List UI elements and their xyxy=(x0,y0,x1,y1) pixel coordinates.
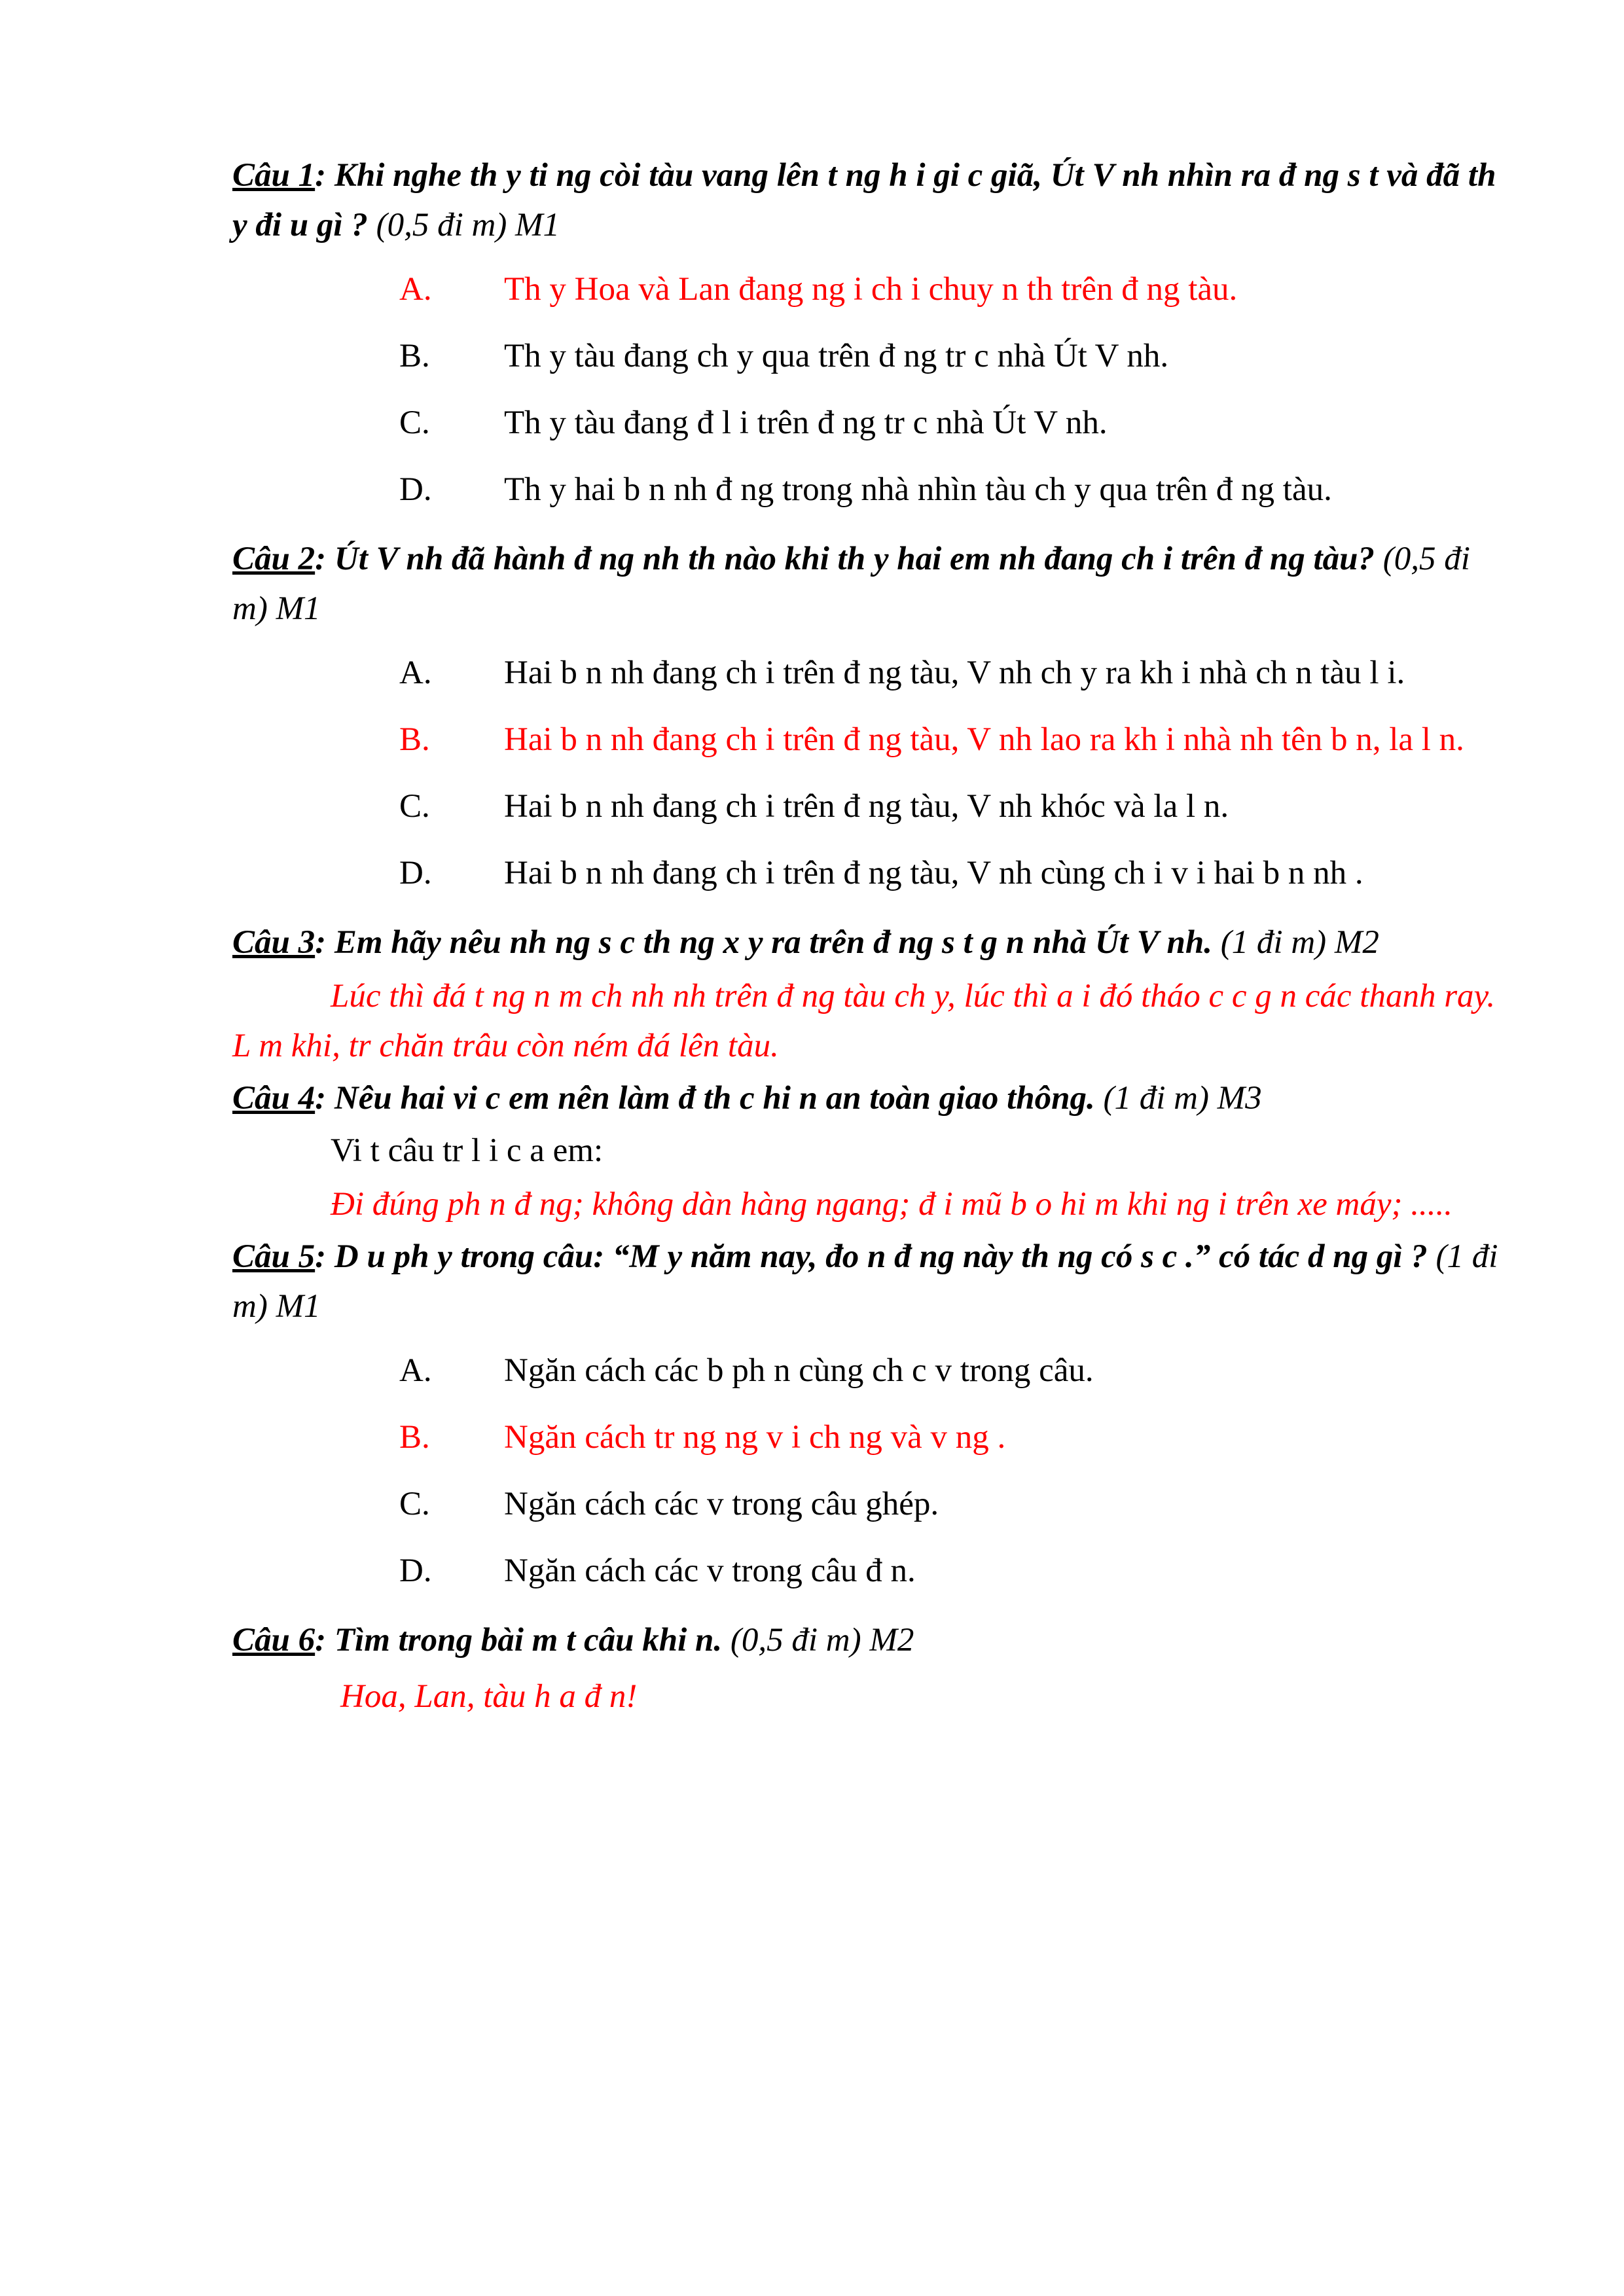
option-letter: B. xyxy=(399,721,430,758)
option-letter: D. xyxy=(399,855,432,891)
option-text: Hai b n nh đang ch i trên đ ng tàu, V nh ch y ra kh i nhà ch n tàu l i. xyxy=(504,655,1405,691)
option-text: Ngăn cách các v trong câu đ n. xyxy=(504,1552,916,1589)
option-text: Ngăn cách các v trong câu ghép. xyxy=(504,1486,939,1522)
option-text: Ngăn cách tr ng ng v i ch ng và v ng . xyxy=(504,1419,1006,1456)
question-number: Câu 4 xyxy=(232,1080,316,1117)
option-letter: A. xyxy=(399,271,432,308)
question-text: : Em hãy nêu nh ng s c th ng x y ra trên đ ng s t g n nhà Út V nh. xyxy=(315,924,1221,961)
question-text: : D u ph y trong câu: “M y năm nay, đo n đ ng này th ng có s c .” có tác d ng gì ? xyxy=(315,1238,1436,1275)
question-5-options xyxy=(232,1346,1509,1596)
option-c xyxy=(399,781,1519,831)
question-number: Câu 3 xyxy=(232,924,316,961)
question-score: (1 đi m) M3 xyxy=(1103,1080,1262,1117)
option-text: Hai b n nh đang ch i trên đ ng tàu, V nh cùng ch i v i hai b n nh . xyxy=(504,855,1363,891)
option-a xyxy=(399,1346,1519,1395)
question-1-title xyxy=(232,151,1509,250)
question-score: (1 đi m) M2 xyxy=(1220,924,1379,961)
option-letter: C. xyxy=(399,1486,430,1522)
question-4-answer: Đi đúng ph n đ ng; không dàn hàng ngang; đ i mũ b o hi m khi ng i trên xe máy; ..... xyxy=(331,1186,1453,1223)
question-4-title xyxy=(232,1073,1509,1123)
option-text: Th y hai b n nh đ ng trong nhà nhìn tàu ch y qua trên đ ng tàu. xyxy=(504,471,1332,508)
question-text: : Út V nh đã hành đ ng nh th nào khi th y hai em nh đang ch i trên đ ng tàu? xyxy=(315,541,1383,577)
option-text: Th y Hoa và Lan đang ng i ch i chuy n th trên đ ng tàu. xyxy=(504,271,1238,308)
option-d xyxy=(399,465,1519,514)
option-text: Ngăn cách các b ph n cùng ch c v trong câu. xyxy=(504,1352,1094,1389)
question-score: (0,5 đi m) M2 xyxy=(730,1622,914,1659)
option-d xyxy=(399,1546,1519,1596)
option-a xyxy=(399,264,1519,314)
question-4-prompt: Vi t câu tr l i c a em: xyxy=(331,1132,604,1169)
option-text: Hai b n nh đang ch i trên đ ng tàu, V nh khóc và la l n. xyxy=(504,788,1229,825)
question-3-answer: Lúc thì đá t ng n m ch nh nh trên đ ng tàu ch y, lúc thì a i đó tháo c c g n các thanh ray. L m khi, tr chăn trâu còn ném đá lên tàu. xyxy=(232,978,1496,1064)
question-number: Câu 1 xyxy=(232,157,316,194)
option-b xyxy=(399,715,1519,764)
question-2-options xyxy=(232,648,1509,898)
question-1-options xyxy=(232,264,1509,514)
option-letter: B. xyxy=(399,338,430,374)
question-score: (1 đi m) M1 xyxy=(232,1238,1498,1325)
question-text: : Khi nghe th y ti ng còi tàu vang lên t ng h i gi c giã, Út V nh nhìn ra đ ng s t và đã th y đi u gì ? xyxy=(232,157,1496,243)
question-number: Câu 5 xyxy=(232,1238,316,1275)
option-letter: A. xyxy=(399,655,432,691)
question-6-answer: Hoa, Lan, tàu h a đ n! xyxy=(340,1678,638,1715)
question-text: : Nêu hai vi c em nên làm đ th c hi n an toàn giao thông. xyxy=(315,1080,1104,1117)
option-b xyxy=(399,1412,1519,1462)
option-a xyxy=(399,648,1519,698)
option-letter: C. xyxy=(399,788,430,825)
option-letter: B. xyxy=(399,1419,430,1456)
question-text: : Tìm trong bài m t câu khi n. xyxy=(315,1622,731,1659)
exam-page xyxy=(232,151,1509,1721)
option-c xyxy=(399,1479,1519,1529)
question-5-title xyxy=(232,1232,1509,1331)
option-text: Th y tàu đang đ l i trên đ ng tr c nhà Út V nh. xyxy=(504,404,1108,441)
option-text: Hai b n nh đang ch i trên đ ng tàu, V nh lao ra kh i nhà nh tên b n, la l n. xyxy=(504,721,1464,758)
question-score: (0,5 đi m) M1 xyxy=(232,541,1470,627)
option-letter: A. xyxy=(399,1352,432,1389)
question-score: (0,5 đi m) M1 xyxy=(376,207,560,243)
question-6-title xyxy=(232,1615,1509,1665)
question-2-title xyxy=(232,534,1509,634)
option-c xyxy=(399,398,1519,448)
option-text: Th y tàu đang ch y qua trên đ ng tr c nhà Út V nh. xyxy=(504,338,1169,374)
question-number: Câu 2 xyxy=(232,541,316,577)
option-letter: D. xyxy=(399,471,432,508)
question-number: Câu 6 xyxy=(232,1622,316,1659)
question-3-title xyxy=(232,918,1509,967)
option-letter: D. xyxy=(399,1552,432,1589)
option-b xyxy=(399,331,1519,381)
option-letter: C. xyxy=(399,404,430,441)
option-d xyxy=(399,848,1519,898)
